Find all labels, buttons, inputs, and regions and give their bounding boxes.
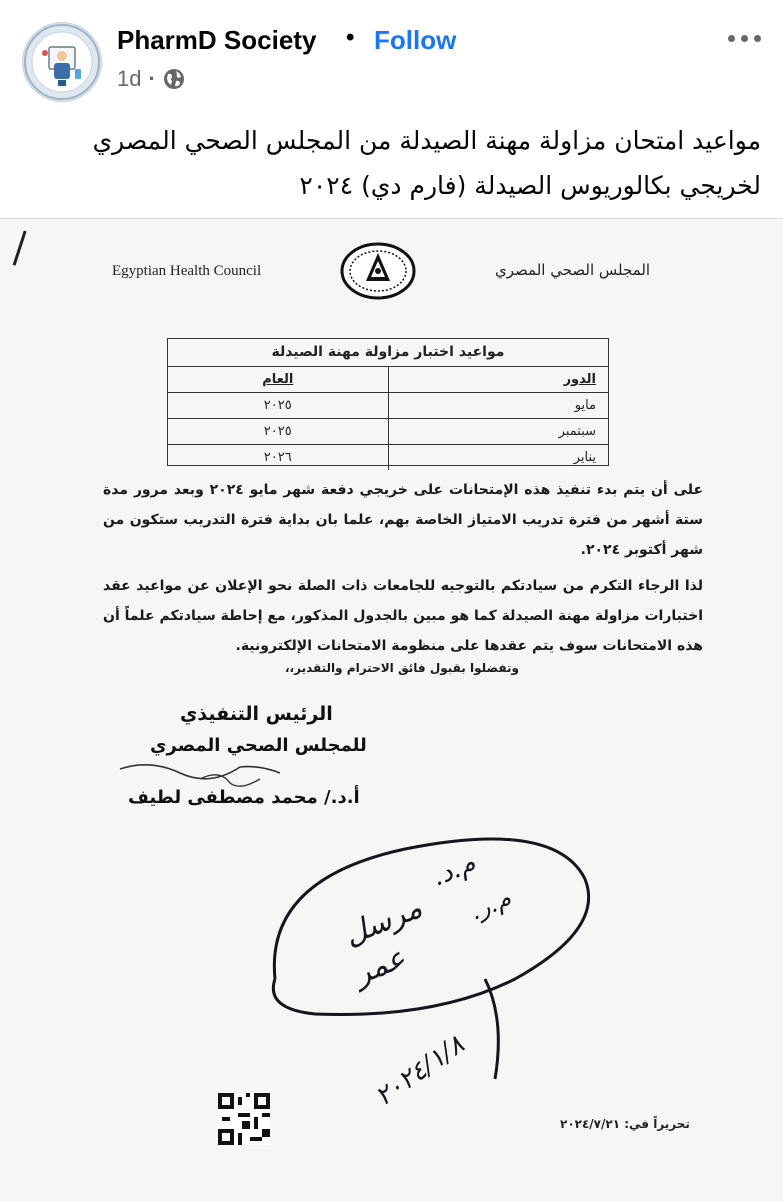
closing-remark: وتفضلوا بقبول فائق الاحترام والتقدير،،: [285, 661, 519, 675]
table-row: [168, 419, 608, 445]
handwritten-note: م.د.: [427, 848, 480, 893]
document-paragraph-1: على أن يتم بدء تنفيذ هذه الإمتحانات على خريجي دفعة شهر مايو ٢٠٢٤ وبعد مرور مدة ستة أشهر من فترة تدريب الامتياز الخاصة بهم، علما بان بداية فترة التدريب ستكون من شهر أكتوبر ٢٠٢٤.: [103, 482, 704, 558]
post-image-document[interactable]: [0, 218, 783, 1201]
post-time[interactable]: 1d: [117, 66, 142, 91]
signatory-name: أ.د./ محمد مصطفى لطيف: [128, 787, 360, 808]
exam-schedule-table: [167, 338, 609, 466]
header-separator: •: [346, 24, 355, 51]
more-options-icon[interactable]: [724, 20, 766, 56]
post-header: [0, 0, 783, 215]
table-row: [168, 445, 608, 470]
follow-button[interactable]: Follow: [374, 25, 457, 55]
pen-mark: [13, 230, 33, 267]
post-meta: [117, 66, 185, 92]
council-name-english: Egyptian Health Council: [112, 263, 262, 279]
post-caption: مواعيد امتحان مزاولة مهنة الصيدلة من المجلس الصحي المصري لخريجي بكالوريوس الصيدلة (فارم دي) ٢٠٢٤: [92, 126, 761, 200]
session-cell: مايو: [388, 393, 609, 418]
session-cell: يناير: [388, 445, 609, 470]
handwritten-note: م.ر.: [465, 884, 515, 926]
document-paragraph-2: لذا الرجاء التكرم من سيادتكم بالتوجيه للجامعات ذات الصلة نحو الإعلان عن مواعيد عقد اختبارات مزاولة مهنة الصيدلة كما هو مبين بالجدول المذكور، مع إحاطة سيادتكم علماً أن هذه الامتحانات سوف يتم عقدها على منظومة الامتحانات الإلكترونية.: [103, 578, 703, 654]
handwritten-note: مرسل: [339, 890, 428, 953]
signature-title: الرئيس التنفيذي: [180, 703, 333, 725]
signature-subtitle: للمجلس الصحي المصري: [150, 735, 367, 756]
globe-icon[interactable]: [163, 68, 185, 90]
session-cell: سبتمبر: [388, 419, 609, 444]
table-header-row: [168, 367, 608, 393]
column-header-session: الدور: [388, 367, 609, 392]
table-title: مواعيد اختبار مزاولة مهنة الصيدلة: [168, 339, 608, 367]
meta-separator: ·: [148, 66, 156, 91]
council-logo-icon: [340, 241, 416, 301]
handwritten-note: عمر: [349, 940, 411, 993]
page-avatar[interactable]: [22, 22, 102, 102]
column-header-year: العام: [262, 372, 294, 387]
year-cell: ٢٠٢٦: [263, 450, 292, 465]
council-name-arabic: المجلس الصحي المصري: [495, 261, 651, 279]
year-cell: ٢٠٢٥: [263, 398, 292, 413]
year-cell: ٢٠٢٥: [263, 424, 292, 439]
issue-date: تحريراً في: ٢٠٢٤/٧/٢١: [560, 1117, 690, 1131]
handwritten-date: ٢٠٢٤/١/٨: [369, 1029, 470, 1113]
table-row: [168, 393, 608, 419]
society-logo-icon: [23, 23, 101, 101]
qr-code-icon: [218, 1093, 270, 1145]
page-name-link[interactable]: PharmD Society: [117, 25, 317, 55]
